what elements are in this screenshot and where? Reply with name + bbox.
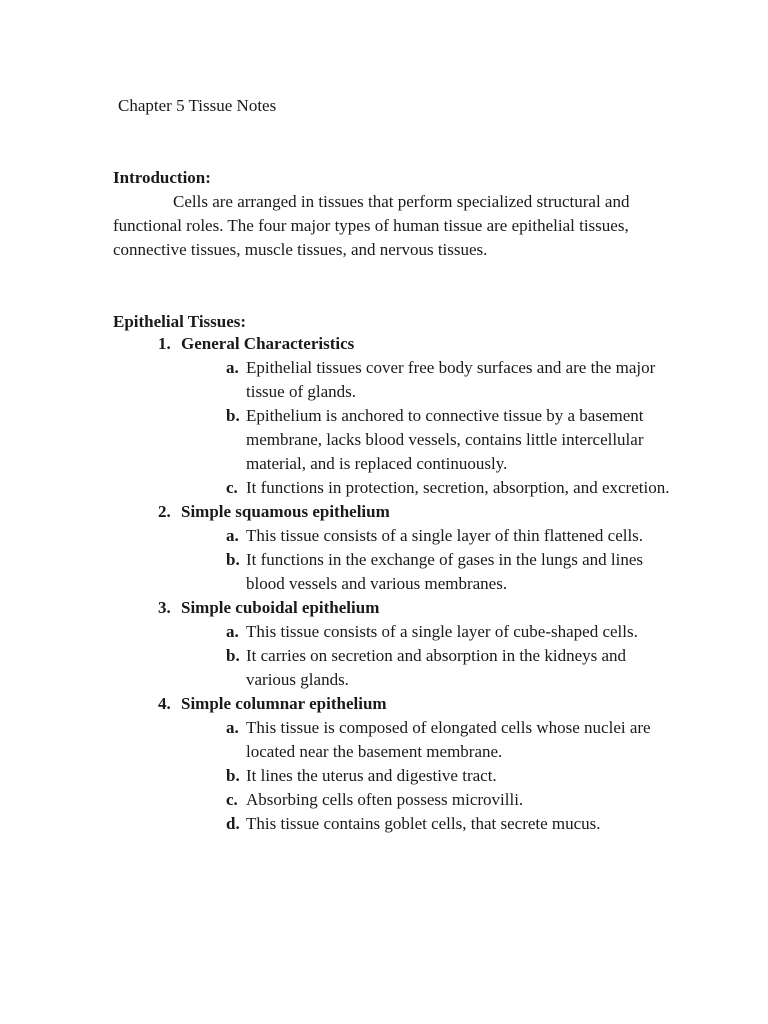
item-text: This tissue consists of a single layer of thin flattened cells. xyxy=(246,526,644,545)
list-item xyxy=(226,524,678,548)
item-text: It functions in the exchange of gases in the lungs and lines blood vessels and various membranes. xyxy=(246,550,644,593)
section-title: Simple columnar epithelium xyxy=(181,694,387,713)
item-text: This tissue consists of a single layer of cube-shaped cells. xyxy=(246,622,638,641)
section-items xyxy=(158,524,678,596)
introduction-heading: Introduction: xyxy=(113,168,211,187)
list-item xyxy=(226,356,678,404)
outline-section xyxy=(158,692,678,836)
section-title: General Characteristics xyxy=(181,334,355,353)
list-item xyxy=(226,716,678,764)
item-text: This tissue is composed of elongated cells whose nuclei are located near the basement membrane. xyxy=(246,718,651,761)
item-letter: b. xyxy=(226,550,240,569)
introduction-paragraph: Cells are arranged in tissues that perform specialized structural and functional roles. The four major types of human tissue are epithelial tissues, connective tissues, muscle tissues, and nervous tissues. xyxy=(113,192,630,259)
section-number: 2. xyxy=(158,502,171,521)
list-item xyxy=(226,476,678,500)
section-heading xyxy=(158,692,678,716)
list-item xyxy=(226,644,678,692)
item-text: Epithelial tissues cover free body surfaces and are the major tissue of glands. xyxy=(246,358,656,401)
section-number: 4. xyxy=(158,694,171,713)
section-title: Simple cuboidal epithelium xyxy=(181,598,380,617)
document-title: Chapter 5 Tissue Notes xyxy=(118,96,277,115)
section-items xyxy=(158,716,678,836)
section-heading xyxy=(158,500,678,524)
list-item xyxy=(226,764,678,788)
item-letter: a. xyxy=(226,718,239,737)
item-letter: b. xyxy=(226,766,240,785)
item-letter: a. xyxy=(226,358,239,377)
section-title: Simple squamous epithelium xyxy=(181,502,390,521)
item-letter: d. xyxy=(226,814,240,833)
section-items xyxy=(158,356,678,500)
list-item xyxy=(226,404,678,476)
outline-section xyxy=(158,500,678,596)
outline-section xyxy=(158,596,678,692)
item-letter: c. xyxy=(226,478,238,497)
list-item xyxy=(226,812,678,836)
outline-section xyxy=(158,332,678,500)
item-letter: b. xyxy=(226,406,240,425)
list-item xyxy=(226,548,678,596)
item-text: It carries on secretion and absorption in the kidneys and various glands. xyxy=(246,646,627,689)
section-heading xyxy=(158,596,678,620)
list-item xyxy=(226,788,678,812)
item-letter: a. xyxy=(226,526,239,545)
section-number: 1. xyxy=(158,334,171,353)
item-text: Absorbing cells often possess microvilli. xyxy=(246,790,524,809)
item-letter: a. xyxy=(226,622,239,641)
item-text: Epithelium is anchored to connective tissue by a basement membrane, lacks blood vessels, contains little intercellular material, and is replaced continuously. xyxy=(246,406,644,473)
epithelial-tissues-heading: Epithelial Tissues: xyxy=(113,312,247,331)
item-letter: b. xyxy=(226,646,240,665)
epithelial-outline xyxy=(158,332,678,836)
item-text: It lines the uterus and digestive tract. xyxy=(246,766,497,785)
item-text: It functions in protection, secretion, absorption, and excretion. xyxy=(246,478,670,497)
item-text: This tissue contains goblet cells, that secrete mucus. xyxy=(246,814,601,833)
section-heading xyxy=(158,332,678,356)
section-items xyxy=(158,620,678,692)
item-letter: c. xyxy=(226,790,238,809)
list-item xyxy=(226,620,678,644)
section-number: 3. xyxy=(158,598,171,617)
